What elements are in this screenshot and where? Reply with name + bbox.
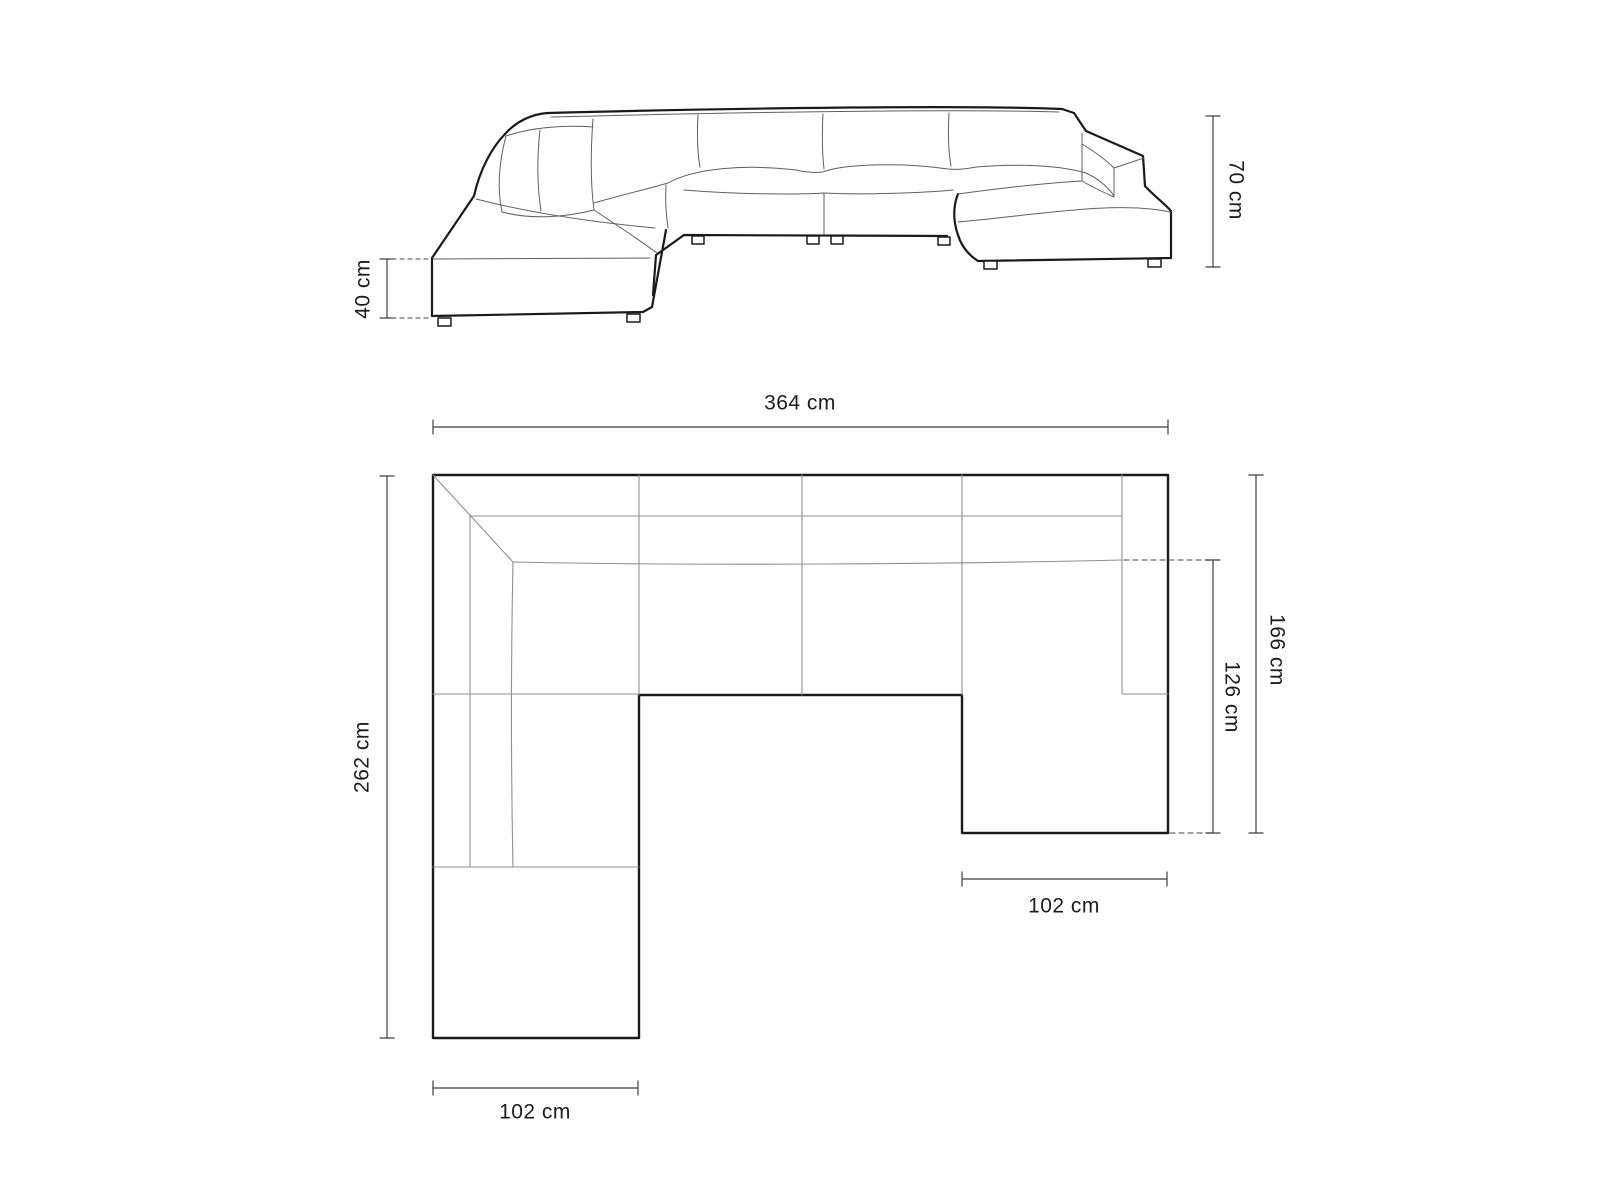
sofa-feet (438, 236, 1161, 326)
label-total-height: 70 cm (1224, 160, 1248, 220)
sofa-perspective-view (380, 107, 1220, 326)
dimension-right-chaise-width (962, 872, 1167, 886)
sofa-plan-view (380, 420, 1263, 1095)
label-right-side-depth: 166 cm (1265, 614, 1289, 686)
perspective-details (433, 111, 1170, 259)
plan-interior-lines (433, 475, 1168, 867)
label-total-depth: 262 cm (350, 721, 374, 793)
dimension-total-width (433, 420, 1168, 434)
label-left-chaise-width: 102 cm (499, 1100, 571, 1124)
dimension-right-chaise-depth (1206, 560, 1220, 833)
label-total-width: 364 cm (764, 391, 836, 415)
dimension-seat-height (380, 259, 428, 318)
dimension-total-height (1206, 116, 1220, 267)
label-right-chaise-depth: 126 cm (1220, 661, 1244, 733)
dimension-left-chaise-width (433, 1081, 638, 1095)
label-seat-height: 40 cm (351, 259, 375, 319)
dimension-total-depth (380, 476, 394, 1038)
plan-outline (433, 475, 1168, 1038)
dimension-right-side-depth (1249, 475, 1263, 833)
label-right-chaise-width: 102 cm (1028, 894, 1100, 918)
